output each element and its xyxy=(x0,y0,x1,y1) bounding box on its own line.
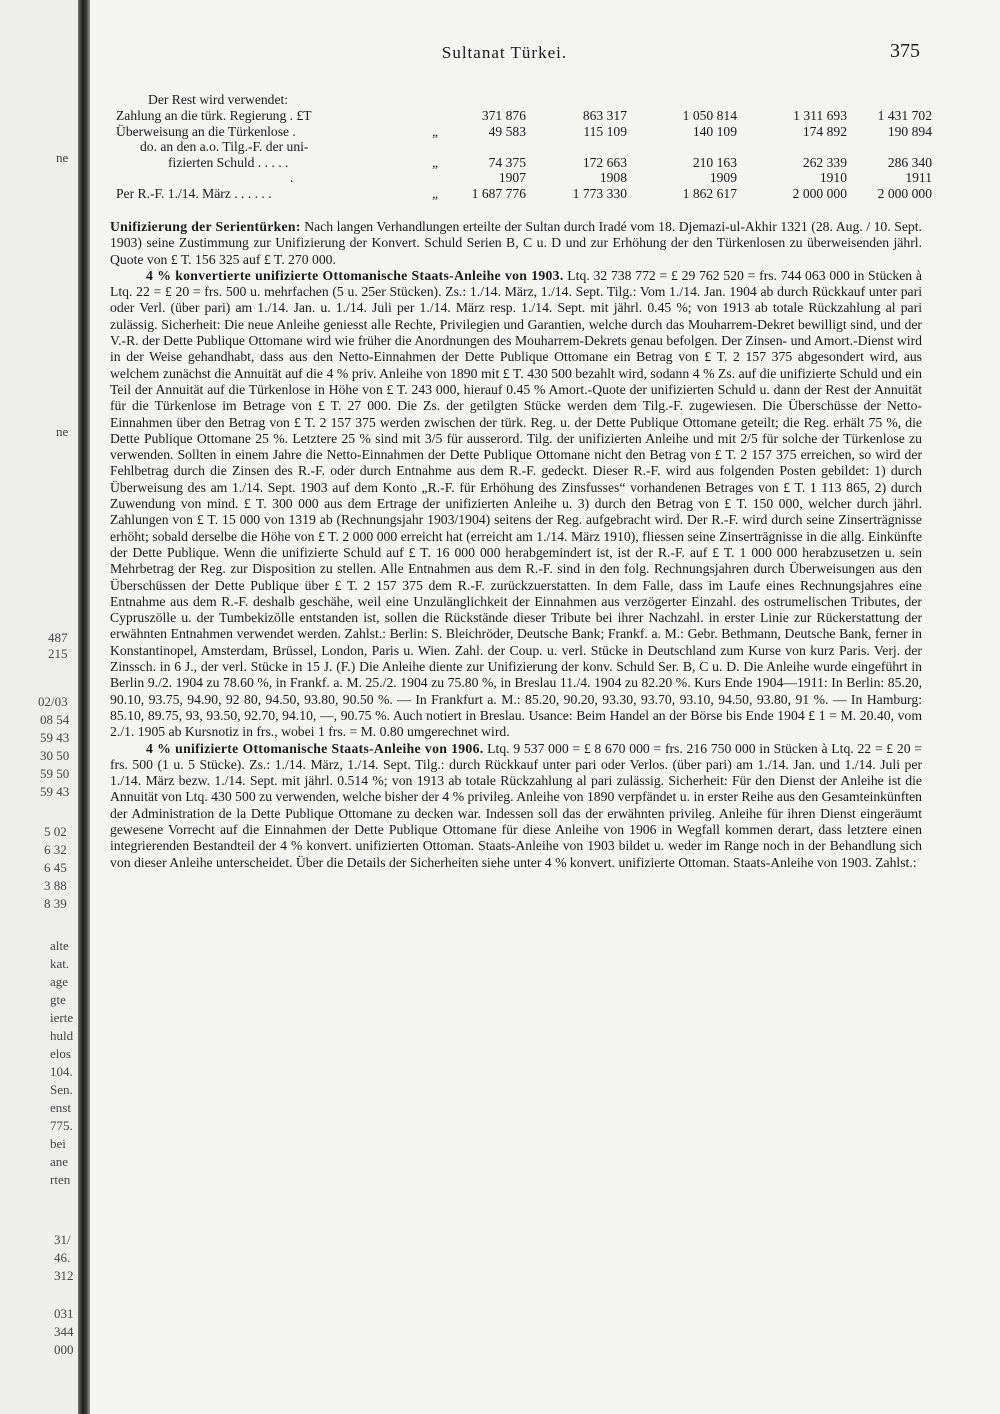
cell-value: 863 317 xyxy=(582,108,627,123)
table-row xyxy=(110,123,932,140)
cell-value: 1 773 330 xyxy=(572,185,627,201)
statistics-table xyxy=(110,92,932,202)
gutter-fragment: 31/ xyxy=(54,1232,71,1247)
running-head: Sultanat Türkei. xyxy=(441,43,568,62)
cell-value: 1 431 702 xyxy=(877,108,932,123)
section-heading: Unifizierung der Serientürken: xyxy=(110,219,301,234)
gutter-fragment: 6 45 xyxy=(44,860,67,875)
gutter-fragment: kat. xyxy=(50,956,70,971)
table-row xyxy=(110,185,932,202)
paragraph-anleihe-1906 xyxy=(110,741,922,871)
gutter-fragment: 02/03 xyxy=(38,694,68,709)
gutter-fragment: 487 xyxy=(48,630,68,645)
cell-value: 1 050 814 xyxy=(682,108,737,123)
gutter-fragment: ne xyxy=(56,150,69,165)
gutter-fragment: gte xyxy=(50,992,66,1007)
year-label: 1907 xyxy=(498,170,526,186)
gutter-fragment: 59 43 xyxy=(40,730,70,745)
row-label: Per R.-F. 1./14. März . . . . . . xyxy=(116,185,272,201)
gutter-fragment: bei xyxy=(50,1136,66,1151)
paragraph-anleihe-1903 xyxy=(110,268,922,741)
cell-value: 49 583 xyxy=(488,123,526,139)
gutter-fragment: Sen. xyxy=(50,1082,73,1097)
row-label: fizierten Schuld . . . . . xyxy=(168,154,289,170)
cell-value: 1 687 776 xyxy=(471,185,526,201)
gutter-fragment: 000 xyxy=(54,1342,74,1357)
row-label: Zahlung an die türk. Regierung . £T xyxy=(116,108,312,123)
paragraph-text: Nach langen Verhandlungen erteilte der Sultan durch Iradé vom 18. Djemazi-ul-Akhir 1321 (28. Aug. / 10. Sept. 1903) seine Zustimmung zur Unifizierung der Konvert. Schuld Serien B, C u. D und zur Erhöhung der den Türkenlosen zu überweisenden jährl. Quote von £ T. 156 325 auf £ T. 270 000. xyxy=(110,219,922,267)
gutter-fragment: 6 32 xyxy=(44,842,67,857)
cell-value: 172 663 xyxy=(582,154,627,170)
cell-value: 2 000 000 xyxy=(792,185,847,201)
section-heading: 4 % konvertierte unifizierte Ottomanische Staats-Anleihe von 1903. xyxy=(146,267,564,283)
gutter-fragment: age xyxy=(50,974,69,989)
year-label: 1909 xyxy=(709,170,737,186)
gutter-fragment: huld xyxy=(50,1028,74,1043)
cell-value: 74 375 xyxy=(488,154,526,170)
book-spine-shadow xyxy=(78,0,90,1414)
gutter-fragment: 8 39 xyxy=(44,896,67,911)
gutter-fragment: ierte xyxy=(50,1010,74,1025)
paragraph-text: Ltq. 9 537 000 = £ 8 670 000 = frs. 216 750 000 in Stücken à Ltq. 22 = £ 20 = frs. 500 (1 u. 5 Stücke). Zs.: 1./14. März, 1./14. Sept. Tilg.: durch Rückkauf unter pari oder Verlos. (über pari) am 1./14. Jan. und 1./14. Juli per 1./14. März bezw. 1./14. Sept. mit jährl. 0.514 %; von 1913 ab totale Rückzahlung al pari zulässig. Sicherheit: Für den Dienst der Anleihe ist die Annuität von Ltq. 430 500 zu verwenden, welche bisher der 4 % privileg. Anleihe von 1890 verpfändet u. in erster Reihe aus den Gesamteinkünften der Administration de la Dette Publique Ottomane zu decken war. Indessen soll das der erwähnten privileg. Anleihe für ihren Dienst eingeräumt gewesene Vorrecht auf die Einnahmen der Dette Publique Ottomane für diese Anleihe von 1906 in Wegfall kommen derart, dass letztere einen integrierenden Bestandteil der 4 % konvert. unifizierten Ottoman. Staats-Anleihe von 1903 bildet u. weder im Range noch in der Behandlung sich von dieser Anleihe unterscheidet. Über die Details der Sicherheiten siehe unter 4 % konvert. unifizierte Ottoman. Staats-Anleihe von 1903. Zahlst.: xyxy=(110,740,922,870)
gutter-fragment: alte xyxy=(50,938,69,953)
cell-value: 210 163 xyxy=(692,154,737,170)
gutter-fragment: ane xyxy=(50,1154,69,1169)
body-text xyxy=(110,219,922,871)
cell-value: 2 000 000 xyxy=(877,185,932,201)
gutter-fragment: 08 54 xyxy=(40,712,70,727)
cell-value: 1 862 617 xyxy=(682,185,737,201)
paragraph-unifizierung xyxy=(110,219,922,268)
cell-value: 371 876 xyxy=(481,108,526,123)
year-label: 1908 xyxy=(599,170,627,186)
gutter-fragment: 344 xyxy=(54,1324,74,1339)
unit-mark: „ xyxy=(432,185,439,201)
gutter-fragment: enst xyxy=(50,1100,71,1115)
year-header-row xyxy=(110,170,932,186)
cell-value: 174 892 xyxy=(802,123,847,139)
page-number: 375 xyxy=(890,40,920,62)
cell-value: 262 339 xyxy=(802,154,847,170)
document-page xyxy=(92,0,1000,1414)
gutter-fragment: 59 43 xyxy=(40,784,70,799)
gutter-fragment: 3 88 xyxy=(44,878,67,893)
row-label: Überweisung an die Türkenlose . xyxy=(116,123,296,139)
section-heading: 4 % unifizierte Ottomanische Staats-Anleihe von 1906. xyxy=(146,740,484,756)
gutter-fragment: 312 xyxy=(54,1268,74,1283)
gutter-fragment: 5 02 xyxy=(44,824,67,839)
row-label: . xyxy=(290,170,294,186)
gutter-fragment: 215 xyxy=(48,646,68,661)
table-row xyxy=(110,139,922,155)
paragraph-text: Ltq. 32 738 772 = £ 29 762 520 = frs. 744 063 000 in Stücken à Ltq. 22 = £ 20 = frs. 500 u. mehrfachen (5 u. 25er Stücken). Zs.: 1./14. März, 1./14. Sept. Tilg.: Vom 1./14. Jan. 1904 ab durch Rückkauf unter pari oder Verl. (über pari) am 1./14. Jan. u. 1./14. Juli per 1./14. März resp. 1./14. Sept. mit jährl. 0.45 %; von 1913 ab totale Rückzahlung al pari zulässig. Sicherheit: Die neue Anleihe geniesst alle Rechte, Privilegien und Garantien, welche durch das Mouharrem-Dekret bewilligt sind, und der V.-R. der Dette Publique Ottomane wird wie früher die Anordnungen des Mouharrem-Dekrets genau befolgen. Der Zinsen- und Amort.-Dienst wird in der Weise gehandhabt, dass aus den Netto-Einnahmen der Dette Publique Ottomane ein Betrag von £ T. 2 157 375 abgesondert wird, aus welchem zunächst die Annuität auf die 4 % priv. Anleihe von 1890 mit £ T. 430 500 bezahlt wird, sodann 4 % Zs. auf die unifizierte Schuld und ein Teil der Annuität auf die Türkenlose in Höhe von £ T. 243 000, hierauf 0.45 % Amort.-Quote der unifizierten Schuld u. dann der Rest der Annuität für die Türkenlose im Betrage von £ T. 27 000. Die Zs. der getilgten Stücke werden dem Tilg.-F. zugewiesen. Die Überschüsse der Netto-Einnahmen über den Betrag von £ T. 2 157 375 werden zwischen der türk. Reg. u. der Dette Publique Ottomane geteilt; die Reg. erhält 75 %, die Dette Publique Ottomane 25 %. Letztere 25 % sind mit 3/5 für ausserord. Tilg. der unifizierten Anleihe und mit 2/5 für solche der Türkenlose zu verwenden. Sollten in einem Jahre die Netto-Einnahmen der Dette Publique Ottomane nicht den Betrag von £ T. 2 157 375 erreichen, so wird der Fehlbetrag durch die Zinsen des R.-F. oder durch Entnahme aus dem R.-F. gedeckt. Dieser R.-F. wird aus folgenden Posten gebildet: 1) durch Überweisung des am 1./14. Sept. 1903 auf dem Konto „R.-F. für Erhöhung des Zinsfusses“ vorhandenen Betrages von £ T. 1 113 865, 2) durch Zuwendung von mind. £ T. 300 000 aus dem Ertrage der unifizierten Anleihe u. 3) durch den Betrag von £ T. 150 000, welcher durch jährl. Zahlungen von £ T. 15 000 von 1319 ab (Rechnungsjahr 1903/1904) seitens der Reg. aufgebracht wird. Der R.-F. wird durch seine Zinserträgnisse erhöht; sobald derselbe die Höhe von £ T. 2 000 000 erreicht hat (erreicht am 1./14. März 1910), fliessen seine Zinserträgnisse in die allg. Einkünfte der Dette Publique. Wenn die unifizierte Schuld auf £ T. 16 000 000 herabgemindert ist, ist der R.-F. auf £ T. 1 000 000 herabzusetzen u. sein Mehrbetrag der Reg. zur Disposition zu stellen. Alle Entnahmen aus dem R.-F. sind in den folg. Rechnungsjahren durch Überweisungen aus den Überschüssen der Dette Publique über £ T. 2 157 375 dem R.-F. zurückzuerstatten. In dem Falle, dass im Laufe eines Rechnungsjahres eine Entnahme aus dem R.-F. deshalb geschähe, weil eine Unzulänglichkeit der Einnahmen aus verzögerter Einzahl. des ostrumelischen Tributes, der Cypruszölle u. der Tumbekizölle entstanden ist, sollen die Rückstände dieser Tribute bei ihrer Nachzahl. in erster Linie zur Rückerstattung der erwähnten Entnahmen verwendet werden. Zahlst.: Berlin: S. Bleichröder, Deutsche Bank; Frankf. a. M.: Gebr. Bethmann, Deutsche Bank, ferner in Konstantinopel, Amsterdam, Brüssel, London, Paris u. Wien. Zahl. der Coup. u. verl. Stücke in Deutschland zum Kurse von kurz Paris. Verj. der Zinssch. in 6 J., der verl. Stücke in 15 J. (F.) Die Anleihe diente zur Unifizierung der konv. Schuld Ser. B, C u. D. Die Anleihe wurde eingeführt in Berlin 9./2. 1904 zu 78.60 %, in Frankf. a. M. 25./2. 1904 zu 75.80 %, in Breslau 11./4. 1904 zu 82.20 %. Kurs Ende 1904—1911: In Berlin: 85.20, 90.10, 93.75, 94.90, 92 80, 94.50, 93.80, 90.50 %. — In Frankfurt a. M.: 85.20, 90.20, 93.30, 93.70, 93.10, 94.50, 93.80, 91 %. — In Hamburg: 85.10, 89.75, 93, 93.50, 92.70, 94.10, —, 90.75 %. Auch notiert in Breslau. Usance: Beim Handel an der Börse bis Ende 1904 £ 1 = M. 20.40, vom 2./1. 1905 ab Kursnotiz in frs., wobei 1 frs. = M. 0.80 umgerechnet wird. xyxy=(110,267,922,740)
cell-value: 190 894 xyxy=(887,123,932,139)
left-gutter xyxy=(0,0,78,1414)
cell-value: 115 109 xyxy=(583,123,627,139)
row-label: do. an den a.o. Tilg.-F. der uni- xyxy=(140,139,309,155)
year-label: 1910 xyxy=(819,170,847,186)
cell-value: 140 109 xyxy=(692,123,737,139)
gutter-fragment: 59 50 xyxy=(40,766,70,781)
gutter-fragment: 104. xyxy=(50,1064,73,1079)
cell-value: 1 311 693 xyxy=(793,108,847,123)
gutter-fragment: ne xyxy=(56,424,69,439)
gutter-fragment: rten xyxy=(50,1172,71,1187)
unit-mark: „ xyxy=(432,154,439,170)
gutter-fragment: 30 50 xyxy=(40,748,70,763)
gutter-fragment: elos xyxy=(50,1046,71,1061)
gutter-fragment: 775. xyxy=(50,1118,73,1133)
table-row xyxy=(110,108,932,124)
gutter-fragment: 031 xyxy=(54,1306,74,1321)
year-label: 1911 xyxy=(905,170,932,186)
cell-value: 286 340 xyxy=(887,154,932,170)
table-row xyxy=(110,154,932,171)
table-title: Der Rest wird verwendet: xyxy=(148,92,289,107)
gutter-fragment: 46. xyxy=(54,1250,71,1265)
unit-mark: „ xyxy=(432,123,439,139)
